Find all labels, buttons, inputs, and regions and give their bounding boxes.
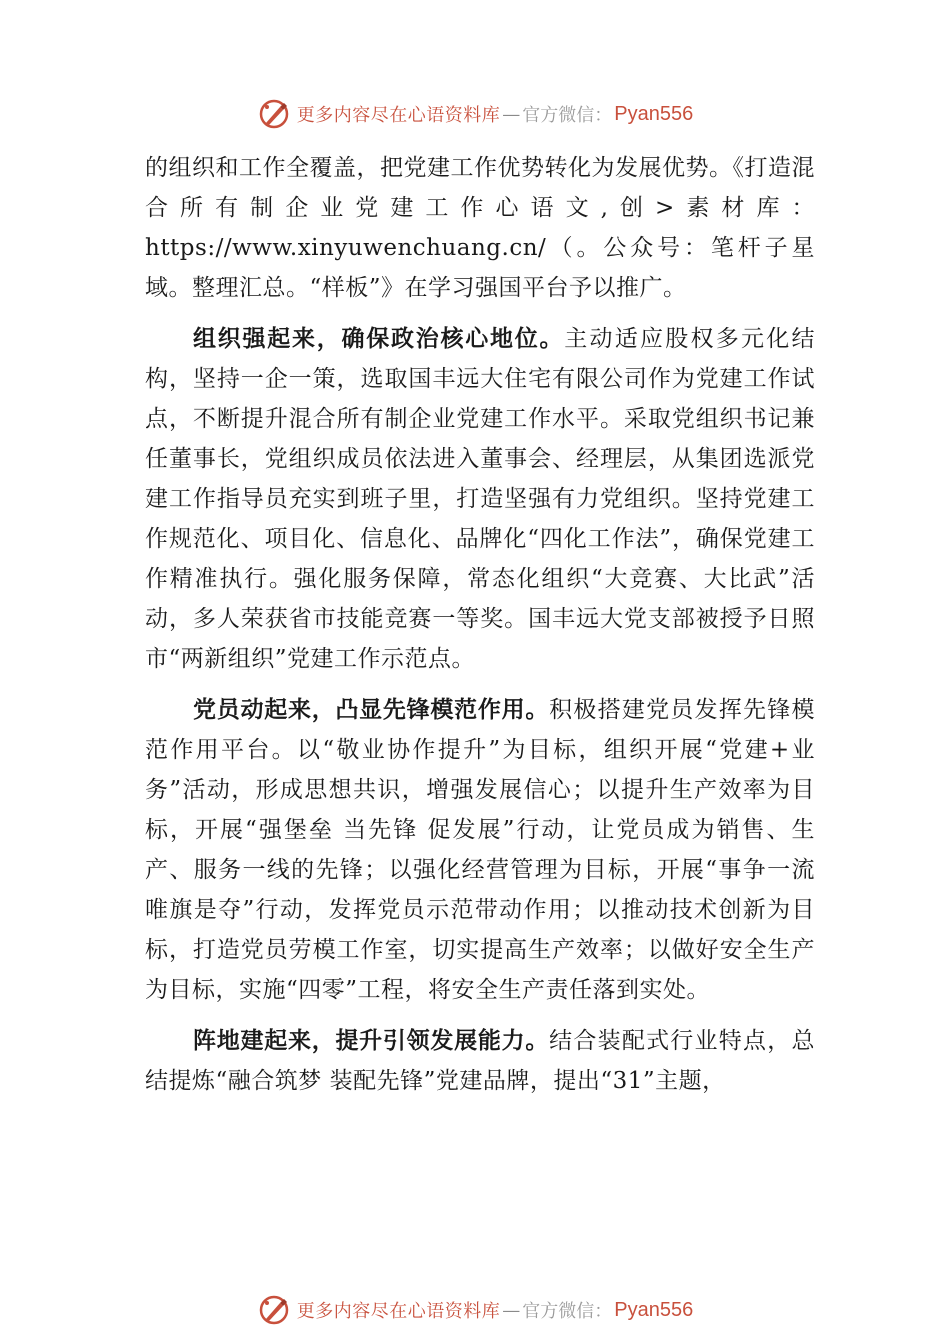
header-separator: — [502,103,521,125]
header-wechat-id: Pyan556 [614,102,694,125]
section-text: 结合装配式行业特点，总结提炼“融合筑梦 装配先锋”党建品牌，提出“31”主题， [145,1028,816,1094]
header-official-label: 官方微信： [522,105,613,126]
section-paragraph [145,319,815,679]
intro-paragraph: 的组织和工作全覆盖，把党建工作优势转化为发展优势。《打造混合所有制企业党建工作心语文,创>素材库：https://www.xinyuwenchuang.cn/（。公众号：笔杆子星域。整理汇总。“样板”》在学习强国平台予以推广。 [145,155,815,301]
footer-banner [0,1290,950,1330]
section-text: 积极搭建党员发挥先锋模范作用平台。以“敬业协作提升”为目标，组织开展“党建+业务”活动，形成思想共识，增强发展信心；以提升生产效率为目标，开展“强堡垒 当先锋 促发展”行动，让党员成为销售、生产、服务一线的先锋；以强化经营管理为目标，开展“事争一流 唯旗是夺”行动，发挥党员示范带动作用；以推动技术创新为目标，打造党员劳模工作室，切实提高生产效率；以做好安全生产为目标，实施“四零”工程，将安全生产责任落到实处。 [145,697,816,1003]
section-paragraph [145,1021,815,1101]
document-body [145,148,815,1112]
header-brand: 更多内容尽在心语资料库 [296,105,501,126]
footer-wechat-id: Pyan556 [614,1298,694,1321]
footer-official-label: 官方微信： [522,1301,613,1322]
pen-logo-icon [257,97,291,131]
section-text: 主动适应股权多元化结构，坚持一企一策，选取国丰远大住宅有限公司作为党建工作试点，不断提升混合所有制企业党建工作水平。采取党组织书记兼任董事长，党组织成员依法进入董事会、经理层，从集团选派党建工作指导员充实到班子里，打造坚强有力党组织。坚持党建工作规范化、项目化、信息化、品牌化“四化工作法”，确保党建工作精准执行。强化服务保障，常态化组织“大竞赛、大比武”活动，多人荣获省市技能竞赛一等奖。国丰远大党支部被授予日照市“两新组织”党建工作示范点。 [145,326,815,672]
section-heading: 党员动起来，凸显先锋模范作用。 [193,697,550,723]
pen-logo-icon [257,1293,291,1327]
header-banner [0,94,950,134]
section-paragraph [145,690,815,1010]
footer-separator: — [502,1299,521,1321]
section-heading: 阵地建起来，提升引领发展能力。 [193,1028,550,1054]
section-heading: 组织强起来，确保政治核心地位。 [193,326,565,352]
footer-brand: 更多内容尽在心语资料库 [296,1301,501,1322]
